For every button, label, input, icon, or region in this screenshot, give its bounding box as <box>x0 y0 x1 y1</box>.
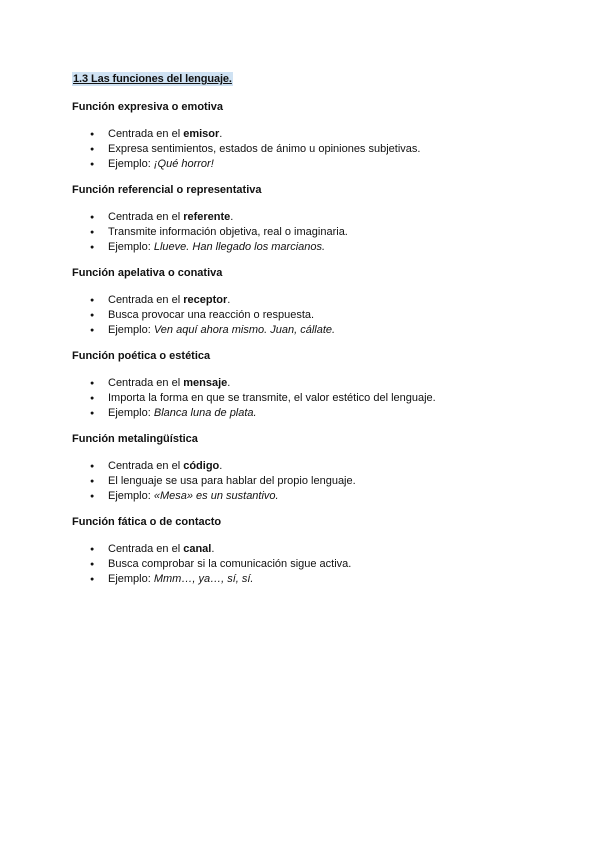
section-poetica <box>72 349 542 419</box>
section-apelativa <box>72 266 542 336</box>
section-expresiva <box>72 100 542 170</box>
list-item: ● Centrada en el emisor. <box>72 127 420 142</box>
list-item: ● Ejemplo: Ven aquí ahora mismo. Juan, cállate. <box>72 323 335 338</box>
list-item: ● Transmite información objetiva, real o imaginaria. <box>72 225 348 240</box>
bullet-list <box>72 293 335 338</box>
section-heading: Función expresiva o emotiva <box>72 101 223 113</box>
bullet-list <box>72 459 356 504</box>
list-item: ● Expresa sentimientos, estados de ánimo u opiniones subjetivas. <box>72 142 420 157</box>
section-fatica <box>72 515 542 585</box>
list-item: ● Centrada en el canal. <box>72 542 351 557</box>
list-item: ● Centrada en el receptor. <box>72 293 335 308</box>
list-item: ● El lenguaje se usa para hablar del propio lenguaje. <box>72 474 356 489</box>
bullet-list <box>72 210 348 255</box>
section-heading: Función apelativa o conativa <box>72 267 223 279</box>
section-heading: Función fática o de contacto <box>72 516 222 528</box>
section-heading: Función metalingüística <box>72 433 198 445</box>
list-item: ● Importa la forma en que se transmite, el valor estético del lenguaje. <box>72 391 436 406</box>
list-item: ● Centrada en el código. <box>72 459 356 474</box>
list-item: ● Ejemplo: Llueve. Han llegado los marcianos. <box>72 240 348 255</box>
list-item: ● Busca comprobar si la comunicación sigue activa. <box>72 557 351 572</box>
list-item: ● Ejemplo: Mmm…, ya…, sí, sí. <box>72 572 351 587</box>
section-heading: Función referencial o representativa <box>72 184 262 196</box>
section-heading: Función poética o estética <box>72 350 211 362</box>
document-title: 1.3 Las funciones del lenguaje. <box>73 73 232 85</box>
bullet-list <box>72 376 436 421</box>
list-item: ● Ejemplo: ¡Qué horror! <box>72 157 420 172</box>
list-item: ● Centrada en el mensaje. <box>72 376 436 391</box>
section-metalinguistica <box>72 432 542 502</box>
bullet-list <box>72 542 351 587</box>
list-item: ● Centrada en el referente. <box>72 210 348 225</box>
list-item: ● Busca provocar una reacción o respuesta. <box>72 308 335 323</box>
list-item: ● Ejemplo: «Mesa» es un sustantivo. <box>72 489 356 504</box>
bullet-list <box>72 127 420 172</box>
list-item: ● Ejemplo: Blanca luna de plata. <box>72 406 436 421</box>
section-referencial <box>72 183 542 253</box>
